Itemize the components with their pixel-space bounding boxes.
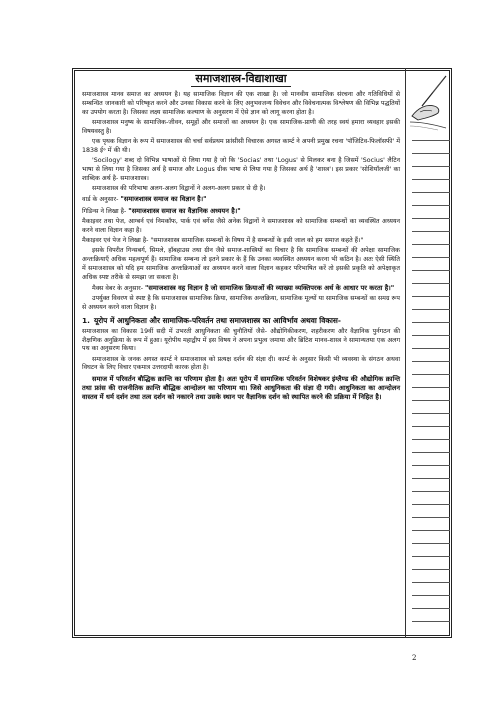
margin-rule	[412, 413, 450, 414]
section-heading-text: यूरोप में आधुनिकता और सामाजिक-परिवर्तन तथा समाजशास्त्र का आविर्भाव अथवा विकास-	[93, 315, 341, 325]
margin-rule	[412, 205, 450, 206]
margin-rule	[412, 595, 450, 596]
margin-rule	[412, 231, 450, 232]
margin-rule	[412, 465, 450, 466]
margin-rule	[412, 621, 450, 622]
definition-quote: "समाजशास्त्र वह विज्ञान है जो सामाजिक क्रियाओं की व्याख्या व्यक्तिपरक अर्थ के आधार पर करता है।"	[144, 283, 395, 292]
margin-rule	[412, 517, 450, 518]
definition-source: मैक्स वेबर के अनुसार-	[92, 284, 145, 292]
margin-rule	[412, 569, 450, 570]
margin-rule	[412, 361, 450, 362]
section-heading	[82, 316, 400, 326]
margin-rule	[412, 244, 450, 245]
margin-rule	[412, 166, 450, 167]
margin-rule	[412, 426, 450, 427]
definition-giddens	[82, 207, 400, 217]
paragraph: समाजशास्त्र मानव समाज का अध्ययन है। यह सामाजिक विज्ञान की एक शाखा है। जो मानवीय सामाजिक संरचना और गतिविधियों से सम्बन्धित जानकारी को परिष्कृत करने और उनका विकास करने के लिए अनुभवजन्य विवेचन और विवेचनात्मक विश्लेषण की विभिन्न पद्धतियों का उपयोग करता है। जिसका लक्ष्य सामाजिक कल्याण के अनुसरण में ऐसे ज्ञान को लागू करना होता है।	[82, 91, 400, 116]
margin-rule	[412, 491, 450, 492]
paragraph: समाज में परिवर्तन बौद्धिक क्रान्ति का परिणाम होता है। अतः यूरोप में सामाजिक परिवर्तन विशेषकर इंग्लैण्ड की औद्योगिक क्रान्ति तथा फ्रांस की राजनीतिक क्रान्ति बौद्धिक आन्दोलन का परिणाम था। जिसे आधुनिकता की संज्ञा दी गयी। आधुनिकता का आन्दोलन वास्तव में धर्म दर्शन तथा तत्व दर्शन को नकारने तथा उसके स्थान पर वैज्ञानिक दर्शन को स्थापित करने की प्रक्रिया में निहित है।	[82, 374, 400, 401]
paragraph: उपर्युक्त विवरण से स्पष्ट है कि समाजशास्त्र सामाजिक क्रिया, सामाजिक अन्तक्रिया, सामाजिक मूल्यों या सामाजिक सम्बन्धों का समग्र रूप से अध्ययन करने वाला विज्ञान है।	[82, 295, 400, 312]
margin-rule	[412, 296, 450, 297]
document-body	[82, 72, 400, 403]
margin-rule	[412, 348, 450, 349]
margin-rule	[412, 504, 450, 505]
margin-rule	[412, 608, 450, 609]
definition-quote: "समाजशास्त्र समाज का वैज्ञानिक अध्ययन है।"	[128, 206, 241, 215]
margin-rule	[412, 335, 450, 336]
margin-rule	[412, 478, 450, 479]
definition-source: वार्ड के अनुसार-	[82, 196, 121, 204]
margin-rule	[412, 556, 450, 557]
paragraph: मैकाइवर तथा पेज, आग्बर्न एवं निमकॉफ, पार्क एवं बर्गेस जैसे अनेक विद्वानों ने समाजशास्त्र को सामाजिक सम्बन्धों का व्यवस्थित अध्ययन करने वाला विज्ञान कहा है।	[82, 217, 400, 234]
paragraph: समाजशास्त्र मनुष्य के सामाजिक-जीवन, समूहों और समाजों का अध्ययन है। एक सामाजिक-प्राणी की तरह स्वयं हमारा व्यवहार इसकी विषयवस्तु है।	[82, 118, 400, 135]
paragraph: मैकाइवर एवं पेज ने लिखा है- "समाजशास्त्र सामाजिक सम्बन्धों के विषय में है सम्बन्धों के इसी जाल को हम समाज कहते हैं।"	[82, 237, 364, 244]
margin-rule	[412, 179, 450, 180]
margin-rule	[412, 218, 450, 219]
margin-rule	[412, 387, 450, 388]
paragraph: समाजशास्त्र का विकास 19वीं सदी में उभरती आधुनिकता की चुनौतियों जैसे- औद्योगिकीकरण, शहरीकरण और वैज्ञानिक पुर्नगठन की शैक्षणिक अनुक्रिया के रूप में हुआ। यूरोपीय महाद्वीप में इस विषय ने अपना प्रभुत्व जमाया और ब्रिटिश मानव-शास्त्र ने सामान्यतया एक अलग पथ का अनुसरण किया।	[82, 327, 400, 353]
paragraph: समाजशास्त्र की परिभाषा अलग-अलग विद्वानों ने अलग-अलग प्रकार से दी है।	[92, 184, 266, 192]
paragraph: इसके विपरीत गिन्सबर्ग, सिमले, हॉबहाउस तथा ग्रीन जैसे समाज-शास्त्रियों का विचार है कि सामाजिक सम्बन्धों की अपेक्षा सामाजिक अन्तःक्रियाएँ अधिक महत्वपूर्ण हैं। सामाजिक सम्बन्ध तो इतने प्रकार के हैं कि उनका व्यवस्थित अध्ययन करना भी कठिन है। अतः ऐसी स्थिति में समाजशास्त्र को यदि हम सामाजिक अन्तःक्रियाओं का अध्ययन करने वाला विज्ञान कहकर परिभाषित करें तो इसकी प्रकृति को अपेक्षाकृत अधिक स्पष्ट तरीके से समझा जा सकता है।	[82, 247, 400, 281]
hand-writing-with-quill-icon	[408, 72, 449, 134]
definition-ward	[82, 195, 400, 205]
margin-rule	[412, 153, 450, 154]
margin-rule	[412, 582, 450, 583]
margin-rule	[412, 400, 450, 401]
margin-rule	[412, 374, 450, 375]
page-title: समाजशास्त्र-विद्याशाखा	[191, 72, 290, 87]
margin-rule	[412, 283, 450, 284]
margin-rule	[412, 322, 450, 323]
margin-rule	[412, 452, 450, 453]
margin-rule	[412, 257, 450, 258]
section-number: 1.	[82, 315, 90, 325]
paragraph: एक पृथक विज्ञान के रूप में समाजशास्त्र की चर्चा सर्वप्रथम फ्रांसीसी विचारक अगस्त कार्म्ट ने अपनी प्रमुख रचना 'पॉजिटिव-फिलॉसफी' में 1838 ई॰ में की थी।	[82, 137, 400, 154]
margin-rule	[412, 530, 450, 531]
margin-rule	[412, 192, 450, 193]
margin-rule	[412, 270, 450, 271]
definition-quote: "समाजशास्त्र समाज का विज्ञान है।"	[120, 195, 207, 204]
margin-note-column	[405, 68, 452, 638]
margin-rule	[412, 140, 450, 141]
margin-rule	[412, 543, 450, 544]
page-number: 2	[412, 654, 417, 662]
definition-source: गिडिन्स ने लिखा है-	[82, 207, 129, 215]
definition-weber	[82, 284, 400, 294]
paragraph: समाजशास्त्र के जनक अगस्त कार्म्ट ने समाजशास्त्र को प्रत्यक्ष दर्शन की संज्ञा दी। कार्म्ट के अनुसार किसी भी व्यवस्था के संगठन अथवा विघटन के लिए विचार एकमात्र उत्तरदायी कारक होता है।	[82, 355, 400, 372]
margin-rule	[412, 309, 450, 310]
paragraph: 'Socilogy' शब्द दो विभिन्न भाषाओं से लिया गया है जो कि 'Socias' तथा 'Logus' से मिलकर बना है जिसमें 'Socius' लैटिन भाषा से लिया गया है जिसका अर्थ है समाज और Logus ग्रीक भाषा से लिया गया है जिसका अर्थ है 'शास्त्र'। इस प्रकार 'सोशियॉलजी' का शाब्दिक अर्थ है- समाजशास्त्र।	[82, 157, 400, 182]
margin-rule	[412, 439, 450, 440]
